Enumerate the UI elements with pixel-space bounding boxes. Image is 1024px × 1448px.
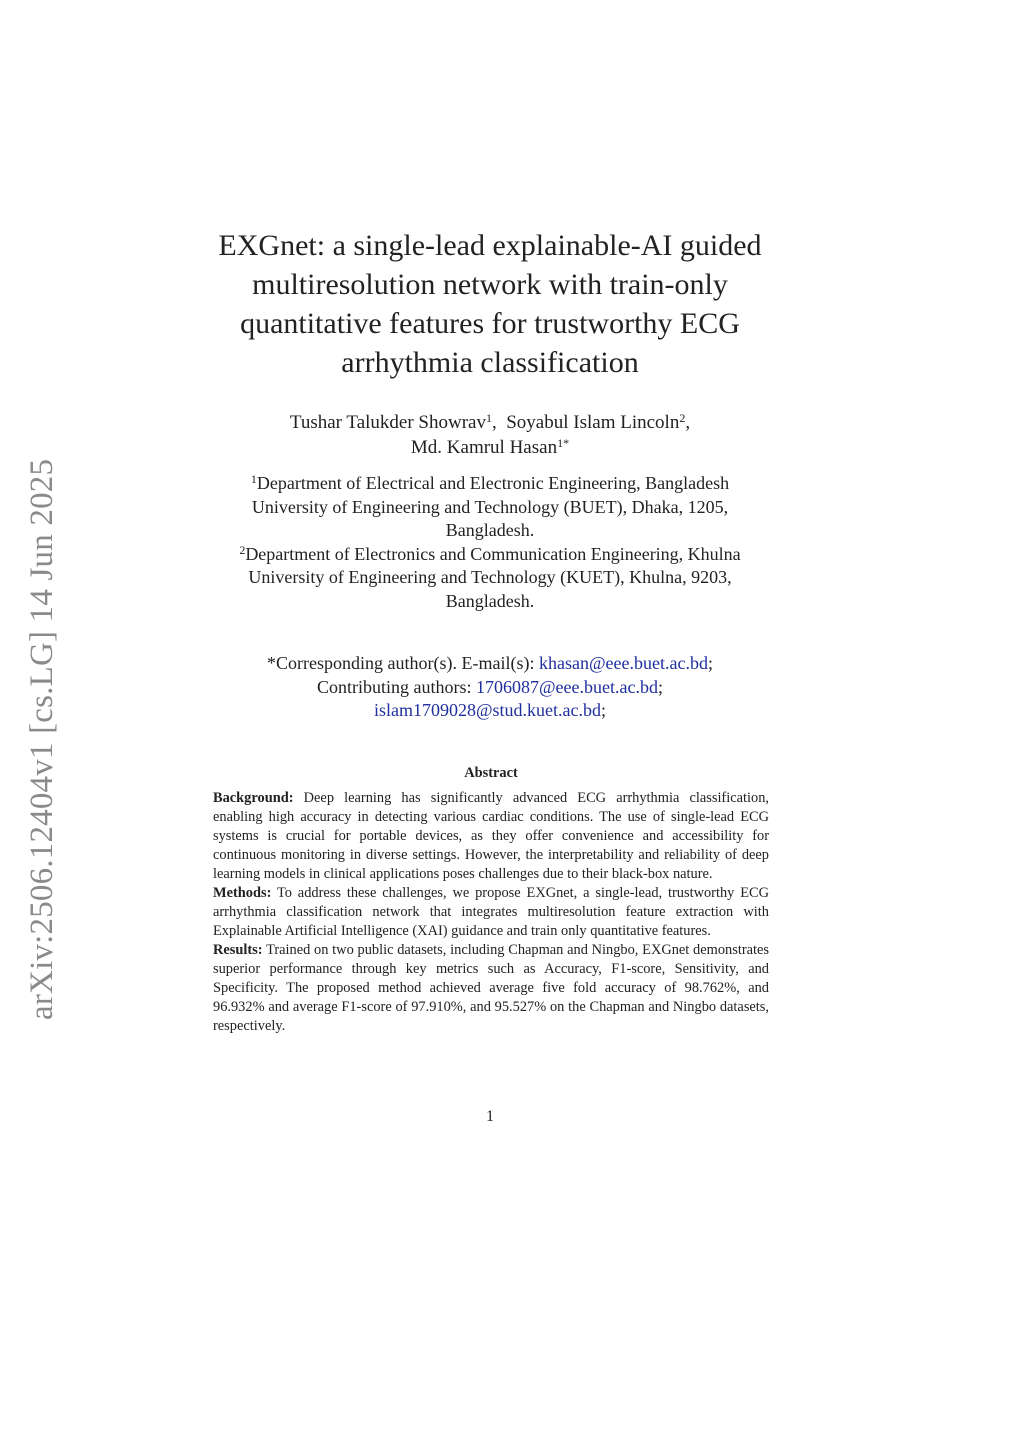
title-line: quantitative features for trustworthy ECG: [240, 307, 740, 340]
affiliation-mark: 2: [239, 542, 246, 557]
title-line: multiresolution network with train-only: [252, 268, 728, 301]
affiliation-line: Bangladesh.: [445, 590, 535, 611]
abstract-background: [213, 789, 769, 884]
methods-label: Methods:: [213, 885, 272, 901]
affiliation-line: University of Engineering and Technology (KUET), Khulna, 9203,: [248, 567, 732, 587]
author-affiliation-mark: 2: [679, 411, 686, 425]
background-text: Deep learning has significantly advanced ECG arrhythmia classification, enabling high accuracy in detecting various cardiac conditions. The use of single-lead ECG systems is crucial for portable devices, as they offer convenience and accessibility for continuous monitoring in diverse settings. However, the interpretability and reliability of deep learning models in clinical applications poses challenges due to their black-box nature.: [213, 790, 769, 882]
abstract-section: [213, 764, 769, 1036]
author-name: Tushar Talukder Showrav: [289, 412, 486, 433]
title-line: arrhythmia classification: [341, 346, 639, 379]
affiliation-list: [150, 472, 830, 613]
affiliation-line: University of Engineering and Technology (BUET), Dhaka, 1205,: [251, 496, 729, 517]
author-affiliation-mark: 1: [485, 411, 492, 425]
paper-title: [180, 226, 800, 382]
affiliation: [150, 472, 830, 543]
abstract-results: [213, 941, 769, 1036]
results-text: Trained on two public datasets, including Chapman and Ningbo, EXGnet demonstrates superior performance through key metrics such as Accuracy, F1-score, Sensitivity, and Specificity. The proposed method achieved average five fold accuracy of 98.762%, and 96.932% and average F1-score of 97.910%, and 95.527% on the Chapman and Ningbo datasets, respectively.: [213, 942, 769, 1034]
author-list: [150, 410, 830, 460]
affiliation-line: Department of Electrical and Electronic Engineering, Bangladesh: [256, 473, 730, 493]
page-number: 1: [486, 1108, 494, 1125]
author-line: Tushar Talukder Showrav$^1$, Soyabul Islam Lincoln$^2$,: [289, 411, 691, 433]
results-label: Results:: [213, 942, 263, 958]
author-name: Soyabul Islam Lincoln: [506, 412, 680, 433]
author-name: Md. Kamrul Hasan: [410, 437, 558, 458]
contributing-email-link[interactable]: islam1709028@stud.kuet.ac.bd: [373, 700, 602, 720]
affiliation-line: Bangladesh.: [445, 520, 535, 540]
author-affiliation-mark: 1*: [557, 436, 570, 450]
contributing-label: Contributing authors:: [316, 676, 472, 697]
methods-text: To address these challenges, we propose EXGnet, a single-lead, trustworthy ECG arrhythmia classification network that integrates multiresolution feature extraction with Explainable Artificial Intelligence (XAI) guidance and train only quantitative features.: [213, 885, 769, 939]
corresponding-label: *Corresponding author(s). E-mail(s):: [267, 653, 535, 673]
arxiv-identifier-text: arXiv:2506.12404v1 [cs.LG] 14 Jun 2025: [24, 458, 60, 1020]
contributing-email-link[interactable]: 1706087@eee.buet.ac.bd: [475, 676, 658, 697]
affiliation-line: Department of Electronics and Communication Engineering, Khulna: [245, 543, 741, 564]
correspondence-block: *Corresponding author(s). E-mail(s): khasan@eee.buet.ac.bd; Contributing authors: 1706087@eee.buet.ac.bd; islam1709028@stud.kuet.ac.bd;: [267, 653, 713, 720]
background-label: Background:: [213, 790, 294, 806]
corresponding-email-link[interactable]: khasan@eee.buet.ac.bd: [538, 653, 708, 673]
affiliation: [150, 543, 830, 614]
abstract-heading: Abstract: [464, 765, 518, 781]
author-line: [150, 435, 830, 460]
title-line: EXGnet: a single-lead explainable-AI guided: [218, 229, 762, 262]
affiliation-mark: 1: [250, 472, 257, 486]
abstract-methods: [213, 884, 769, 941]
arxiv-identifier-stamp: [0, 0, 60, 1020]
